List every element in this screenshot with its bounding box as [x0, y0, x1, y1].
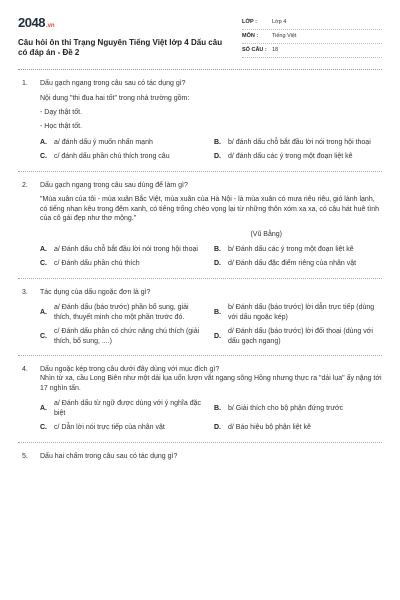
option-letter: C.: [40, 260, 47, 268]
meta-row-subject: [242, 30, 382, 44]
meta-value: 18: [272, 46, 279, 53]
question-2: [18, 181, 382, 269]
question-text: Tác dụng của dấu ngoặc đơn là gì?: [40, 288, 151, 296]
option-d[interactable]: [214, 327, 382, 346]
option-c[interactable]: [40, 152, 208, 161]
option-a[interactable]: [40, 245, 208, 254]
option-letter: D.: [214, 332, 221, 340]
option-c[interactable]: [40, 327, 208, 346]
option-b[interactable]: [214, 245, 382, 254]
option-letter: B.: [214, 245, 221, 253]
option-text: b/ Giải thích cho bộ phận đứng trước: [228, 405, 344, 413]
option-letter: A.: [40, 138, 47, 146]
document-title: Câu hỏi ôn thi Trạng Nguyên Tiếng Việt lớp 4 Dấu câu có đáp án - Đề 2: [18, 37, 223, 58]
option-letter: C.: [40, 153, 47, 161]
option-letter: B.: [214, 405, 221, 413]
meta-value: Lớp 4: [272, 18, 287, 25]
question-divider: [18, 442, 382, 443]
meta-row-class: [242, 16, 382, 30]
option-letter: A.: [40, 245, 47, 253]
option-text: c/ đánh dấu phần chú thích trong câu: [54, 153, 170, 161]
option-b[interactable]: [214, 399, 382, 418]
option-b[interactable]: [214, 303, 382, 322]
option-text: c/ Đánh dấu phần chú thích: [54, 260, 140, 268]
option-a[interactable]: [40, 303, 208, 322]
question-passage: "Mùa xuân của tôi - mùa xuân Bắc Việt, mùa xuân của Hà Nội - là mùa xuân có mưa riêu riêu, gió lành lạnh, có tiếng nhạn kêu trong đêm xanh, có tiếng trống chèo vọng lại từ những thôn xóm xa xa, có câu hát huê tình của cô gái đẹp như thơ mộng.": [40, 196, 379, 223]
question-text: Dấu gạch ngang trong câu sau có tác dụng gì?: [40, 80, 186, 88]
answer-options: [18, 245, 382, 269]
question-number: 3.: [22, 288, 28, 296]
option-text: d/ đánh dấu các ý trong một đoạn liệt kê: [228, 153, 353, 161]
question-text: Dấu ngoặc kép trong câu dưới đây dùng với mục đích gì?: [40, 366, 220, 374]
logo-suffix: .vn: [45, 23, 55, 29]
meta-row-count: [242, 44, 382, 58]
meta-key: MÔN :: [242, 32, 259, 39]
question-divider: [18, 171, 382, 172]
option-d[interactable]: [214, 259, 382, 268]
document-header: [18, 14, 382, 59]
option-text: a/ Đánh dấu từ ngữ được dùng với ý nghĩa đặc biệt: [54, 400, 201, 417]
answer-options: [18, 303, 382, 346]
option-text: d/ Đánh dấu đặc điểm riêng của nhân vật: [228, 260, 357, 268]
question-number: 1.: [22, 80, 28, 88]
option-text: a/ đánh dấu ý muốn nhấn mạnh: [54, 138, 153, 146]
option-letter: B.: [214, 308, 221, 316]
meta-value: Tiếng Việt: [272, 32, 297, 39]
option-text: c/ Đánh dấu phần có chức năng chú thích (giải thích, bổ sung, ....): [54, 328, 200, 345]
question-1: [18, 79, 382, 162]
question-text: Dấu hai chấm trong câu sau có tác dụng gì?: [40, 452, 178, 460]
brand-logo[interactable]: [18, 14, 228, 32]
option-text: b/ Đánh dấu các ý trong một đoạn liệt kê: [228, 245, 354, 253]
meta-key: LỚP :: [242, 18, 257, 25]
passage-author: (Vũ Bằng): [250, 230, 282, 238]
option-text: c/ Dẫn lời nói trực tiếp của nhân vật: [54, 424, 165, 432]
question-context: - Học thật tốt.: [40, 123, 83, 131]
question-context: - Dạy thật tốt.: [40, 109, 83, 117]
answer-options: [18, 399, 382, 432]
meta-table: [242, 16, 382, 59]
option-c[interactable]: [40, 423, 208, 432]
option-text: b/ Đánh dấu (báo trước) lời dẫn trực tiếp (dùng với dấu ngoặc kép): [228, 304, 375, 321]
option-a[interactable]: [40, 138, 208, 147]
question-4: [18, 365, 382, 433]
question-context: Nhìn từ xa, cầu Long Biên như một dải lụa uốn lượn vắt ngang sông Hồng nhưng thực ra "dải lụa" ấy nặng tới 17 nghìn tấn.: [40, 375, 382, 392]
option-letter: A.: [40, 308, 47, 316]
header-left: [18, 14, 228, 59]
question-divider: [18, 278, 382, 279]
question-context: Nội dung "thi đua hai tốt" trong nhà trường gồm:: [40, 94, 190, 102]
logo-text: 2048: [18, 15, 45, 30]
question-3: [18, 288, 382, 346]
option-letter: B.: [214, 138, 221, 146]
option-letter: C.: [40, 424, 47, 432]
option-c[interactable]: [40, 259, 208, 268]
option-d[interactable]: [214, 423, 382, 432]
option-letter: D.: [214, 424, 221, 432]
option-letter: D.: [214, 153, 221, 161]
question-number: 4.: [22, 366, 28, 374]
question-5: [18, 452, 382, 461]
option-text: d/ Báo hiệu bộ phận liệt kê: [228, 424, 311, 432]
option-d[interactable]: [214, 152, 382, 161]
option-text: d/ Đánh dấu (báo trước) lời đối thoại (dùng với dấu gạch ngang): [228, 328, 373, 345]
question-number: 2.: [22, 181, 28, 189]
option-a[interactable]: [40, 399, 208, 418]
option-b[interactable]: [214, 138, 382, 147]
option-text: a/ Đánh dấu (báo trước) phần bổ sung, giải thích, thuyết minh cho một phần trước đó.: [54, 304, 189, 321]
header-divider: [18, 69, 382, 70]
question-text: Dấu gạch ngang trong câu sau dùng để làm gì?: [40, 181, 188, 189]
option-letter: A.: [40, 405, 47, 413]
option-text: b/ đánh dấu chỗ bắt đầu lời nói trong hội thoại: [228, 138, 371, 146]
meta-key: SỐ CÂU :: [242, 46, 267, 53]
answer-options: [18, 138, 382, 162]
question-number: 5.: [22, 452, 28, 460]
question-divider: [18, 355, 382, 356]
option-text: a/ Đánh dấu chỗ bắt đầu lời nói trong hội thoại: [54, 245, 198, 253]
option-letter: D.: [214, 260, 221, 268]
option-letter: C.: [40, 332, 47, 340]
